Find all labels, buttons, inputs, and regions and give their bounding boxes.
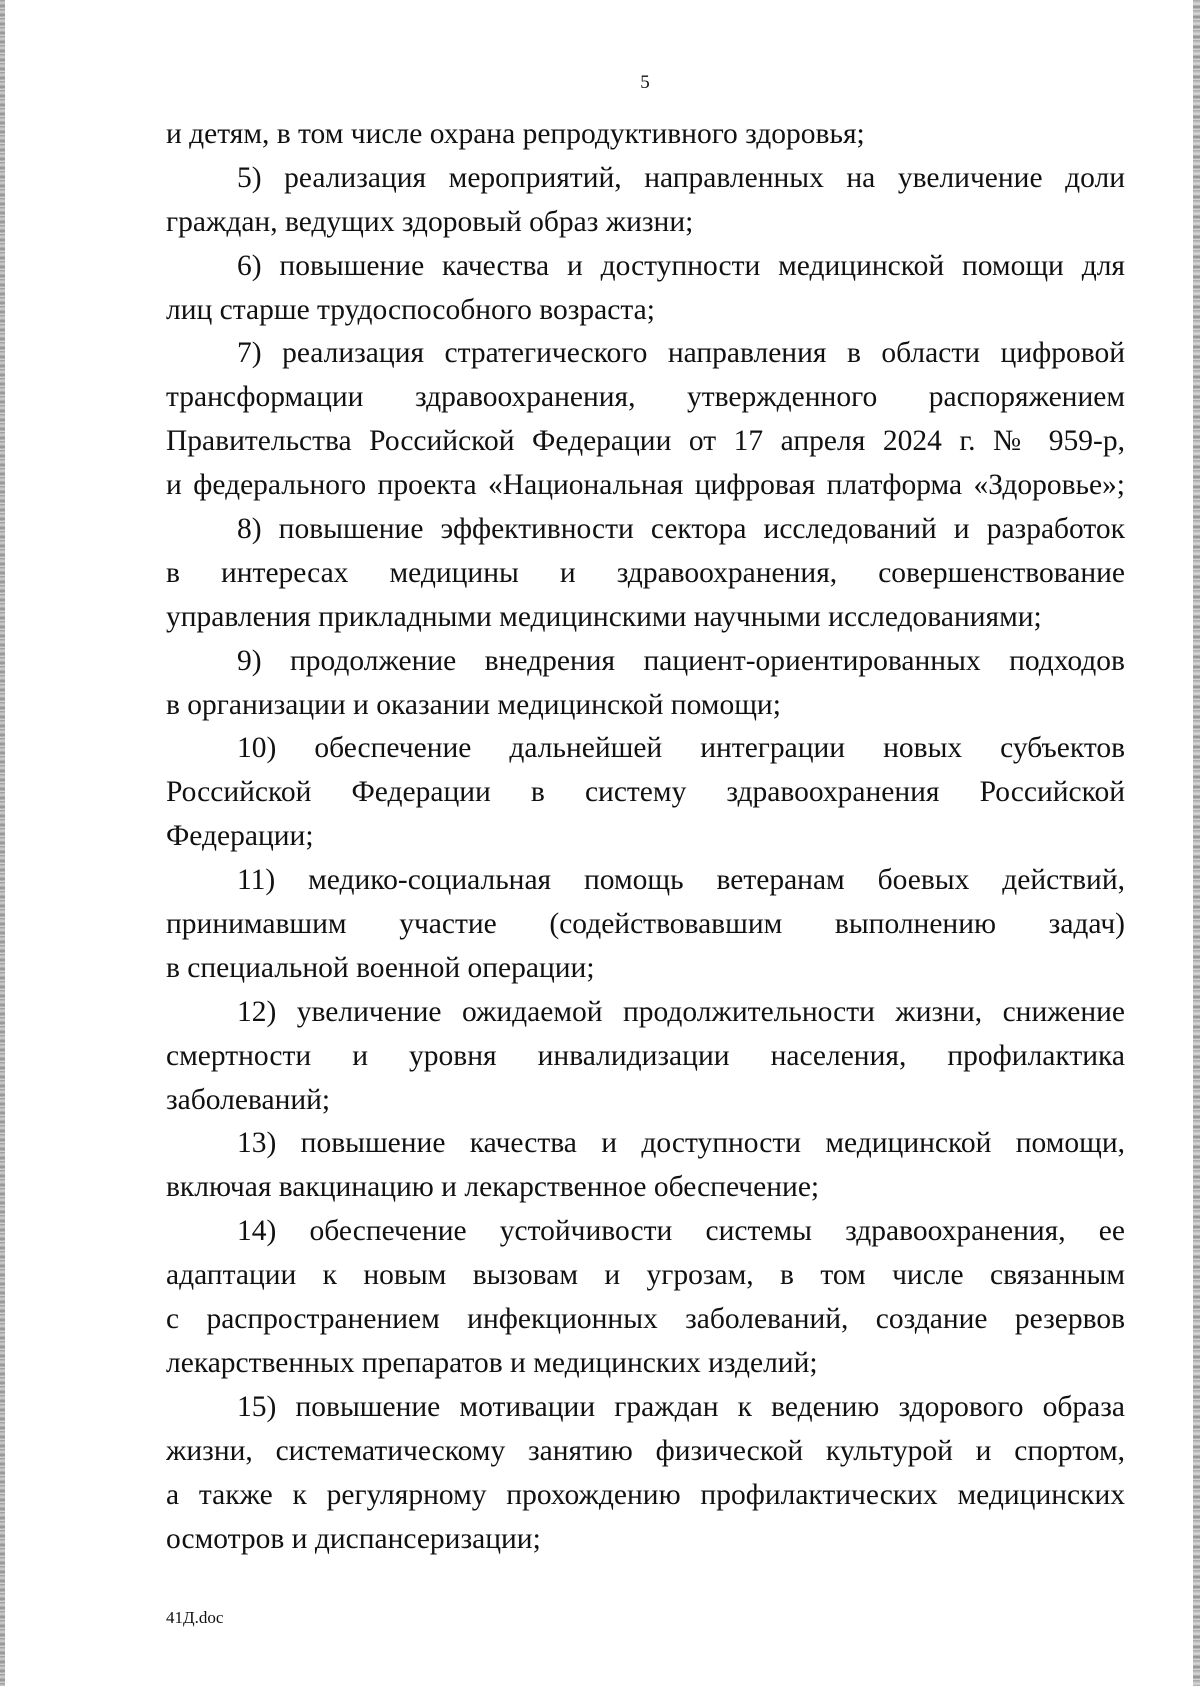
text-line: принимавшим участие (содействовавшим выполнению задач) [166, 908, 1125, 941]
text-line: 10) обеспечение дальнейшей интеграции новых субъектов [237, 732, 1125, 765]
text-line: адаптации к новым вызовам и угрозам, в том числе связанным [166, 1259, 1125, 1292]
text-line: с распространением инфекционных заболеваний, создание резервов [166, 1303, 1125, 1336]
text-line: 14) обеспечение устойчивости системы здравоохранения, ее [237, 1215, 1125, 1248]
text-line: управления прикладными медицинскими научными исследованиями; [166, 600, 1042, 633]
page-number: 5 [640, 72, 650, 93]
text-line: Российской Федерации в систему здравоохранения Российской [166, 776, 1125, 809]
text-line: 6) повышение качества и доступности медицинской помощи для [237, 249, 1125, 282]
text-line: а также к регулярному прохождению профилактических медицинских [166, 1478, 1125, 1511]
document-body [166, 113, 1125, 1561]
scan-edge-right [1193, 0, 1200, 1686]
text-line: 5) реализация мероприятий, направленных на увеличение доли [237, 161, 1125, 194]
text-line: 15) повышение мотивации граждан к ведению здорового образа [237, 1390, 1125, 1423]
text-line: 9) продолжение внедрения пациент-ориентированных подходов [237, 644, 1125, 677]
text-line: в интересах медицины и здравоохранения, совершенствование [166, 556, 1125, 589]
text-line: в организации и оказании медицинской помощи; [166, 688, 781, 721]
text-line: Федерации; [166, 820, 314, 853]
text-line: заболеваний; [166, 1083, 331, 1116]
text-line: 11) медико-социальная помощь ветеранам боевых действий, [237, 864, 1125, 897]
text-line: и детям, в том числе охрана репродуктивного здоровья; [166, 118, 865, 150]
text-line: лекарственных препаратов и медицинских изделий; [166, 1346, 818, 1379]
text-line: 7) реализация стратегического направления в области цифровой [237, 337, 1125, 370]
text-line: и федерального проекта «Национальная цифровая платформа «Здоровье»; [166, 469, 1125, 502]
text-line: трансформации здравоохранения, утвержденного распоряжением [166, 381, 1125, 414]
text-line: жизни, систематическому занятию физической культурой и спортом, [166, 1434, 1125, 1467]
text-line: осмотров и диспансеризации; [166, 1522, 541, 1555]
text-line: 8) повышение эффективности сектора исследований и разработок [237, 513, 1125, 546]
scan-edge-left [0, 0, 5, 1686]
text-line: в специальной военной операции; [166, 951, 595, 984]
text-line: включая вакцинацию и лекарственное обеспечение; [166, 1171, 820, 1204]
footer-filename: 41Д.doc [166, 1608, 224, 1627]
text-line: 12) увеличение ожидаемой продолжительности жизни, снижение [237, 995, 1125, 1028]
text-line: смертности и уровня инвалидизации населения, профилактика [166, 1039, 1125, 1072]
text-line: Правительства Российской Федерации от 17 апреля 2024 г. № 959-р, [166, 425, 1125, 458]
text-line: граждан, ведущих здоровый образ жизни; [166, 205, 694, 238]
text-line: лиц старше трудоспособного возраста; [166, 293, 655, 326]
text-line: 13) повышение качества и доступности медицинской помощи, [237, 1127, 1125, 1160]
